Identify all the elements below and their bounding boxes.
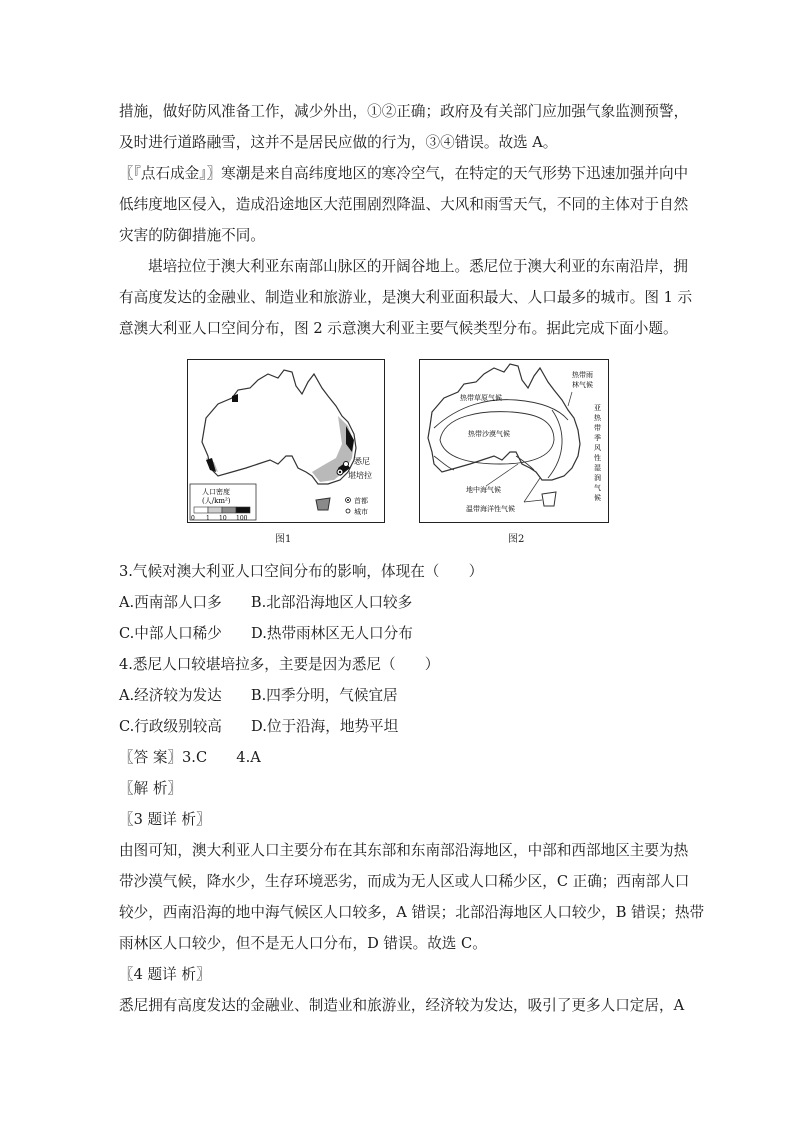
paragraph-line: 堪培拉位于澳大利亚东南部山脉区的开阔谷地上。悉尼位于澳大利亚的东南沿岸，拥 — [148, 258, 688, 275]
legend-swatch-0-1 — [194, 507, 208, 513]
monsoon-char: 性 — [594, 454, 601, 462]
explanation-line: 悉尼拥有高度发达的金融业、制造业和旅游业，经济较为发达，吸引了更多人口定居，A — [119, 997, 685, 1014]
tip-line: 〖『点石成金』〗寒潮是来自高纬度地区的寒冷空气，在特定的天气形势下迅速加强并向中 — [119, 165, 689, 182]
paragraph-line: 低纬度地区侵入，造成沿途地区大范围剧烈降温、大风和雨雪天气，不同的主体对于自然 — [119, 196, 689, 213]
sydney-label: 悉尼 — [354, 457, 370, 466]
paragraph-line: 有高度发达的金融业、制造业和旅游业，是澳大利亚面积最大、人口最多的城市。图 1 示 — [119, 289, 693, 306]
question-3-options-ab: A.西南部人口多 B.北部沿海地区人口较多 — [119, 594, 413, 611]
legend-swatch-10-100 — [222, 507, 236, 513]
savanna-label: 热带草原气候 — [460, 394, 502, 402]
q3-detail-heading: 〖3 题详 析〗 — [119, 811, 211, 828]
question-3-options-cd: C.中部人口稀少 D.热带雨林区无人口分布 — [119, 625, 413, 642]
canberra-label: 堪培拉 — [348, 471, 372, 480]
monsoon-char: 风 — [594, 444, 601, 452]
explanation-line: 带沙漠气候，降水少，生存环境恶劣，而成为无人区或人口稀少区，C 正确；西南部人口 — [119, 873, 690, 890]
question-4-options-ab: A.经济较为发达 B.四季分明，气候宜居 — [119, 687, 398, 704]
rainforest-label: 林气候 — [572, 381, 593, 389]
leader-line — [568, 392, 572, 406]
analysis-heading: 〖解 析〗 — [119, 780, 183, 797]
paragraph-line: 意澳大利亚人口空间分布，图 2 示意澳大利亚主要气候类型分布。据此完成下面小题。 — [119, 320, 678, 337]
leader-line — [524, 500, 542, 502]
legend-swatch-100 — [236, 507, 250, 513]
explanation-line: 较少，西南沿海的地中海气候区人口较多，A 错误；北部沿海地区人口较少，B 错误；热带 — [119, 904, 705, 921]
q4-detail-heading: 〖4 题详 析〗 — [119, 966, 211, 983]
tasmania — [316, 498, 330, 510]
monsoon-char: 气 — [594, 484, 601, 492]
leader-line — [524, 478, 540, 502]
figure2-climate-map — [419, 359, 609, 523]
question-3: 3.气候对澳大利亚人口空间分布的影响，体现在（ ） — [119, 563, 484, 580]
figure1-caption: 图1 — [275, 534, 292, 545]
monsoon-char: 带 — [594, 424, 601, 432]
legend-swatch-1-10 — [208, 507, 222, 513]
figure2-caption: 图2 — [508, 534, 525, 545]
rainforest-label: 热带雨 — [572, 371, 593, 379]
monsoon-char: 季 — [594, 434, 601, 442]
sydney-city-marker — [344, 462, 349, 467]
legend-title: 人口密度 — [202, 488, 230, 496]
paragraph-line: 措施，做好防风准备工作，减少外出，①②正确；政府及有关部门应加强气象监测预警， — [119, 103, 689, 120]
paragraph-line: 及时进行道路融雪，这并不是居民应做的行为，③④错误。故选 A。 — [119, 134, 558, 151]
monsoon-char: 润 — [594, 474, 601, 482]
explanation-line: 雨林区人口较少，但不是无人口分布，D 错误。故选 C。 — [119, 935, 487, 952]
leader-line — [486, 464, 518, 486]
legend-tick: 10 — [219, 515, 227, 522]
population-dense-north — [232, 394, 238, 402]
monsoon-char: 热 — [594, 414, 601, 422]
figure1-population-map — [187, 359, 385, 523]
city-legend-label: 城市 — [354, 508, 368, 516]
legend-tick: 100 — [236, 515, 248, 522]
oceanic-label: 温带海洋性气候 — [466, 505, 515, 513]
city-legend-icon — [346, 509, 350, 513]
question-4: 4.悉尼人口较堪培拉多，主要是因为悉尼（ ） — [119, 656, 440, 673]
answer-line: 〖答 案〗3.C 4.A — [119, 749, 261, 766]
desert-label: 热带沙漠气候 — [468, 430, 510, 438]
monsoon-char: 候 — [594, 494, 601, 502]
australia-climate-map — [420, 360, 608, 522]
australia-population-map — [188, 360, 384, 522]
paragraph-line: 灾害的防御措施不同。 — [119, 227, 265, 244]
explanation-line: 由图可知，澳大利亚人口主要分布在其东部和东南部沿海地区，中部和西部地区主要为热 — [119, 842, 689, 859]
monsoon-char: 亚 — [594, 404, 601, 412]
monsoon-char: 湿 — [594, 464, 601, 472]
legend-tick: 0 — [191, 515, 195, 522]
mediterranean-label: 地中海气候 — [466, 486, 501, 494]
legend-tick: 1 — [206, 515, 210, 522]
capital-legend-label: 首都 — [354, 497, 368, 505]
tasmania — [542, 492, 556, 506]
legend-unit: (人/km²) — [202, 497, 231, 505]
question-4-options-cd: C.行政级别较高 D.位于沿海，地势平坦 — [119, 718, 399, 735]
